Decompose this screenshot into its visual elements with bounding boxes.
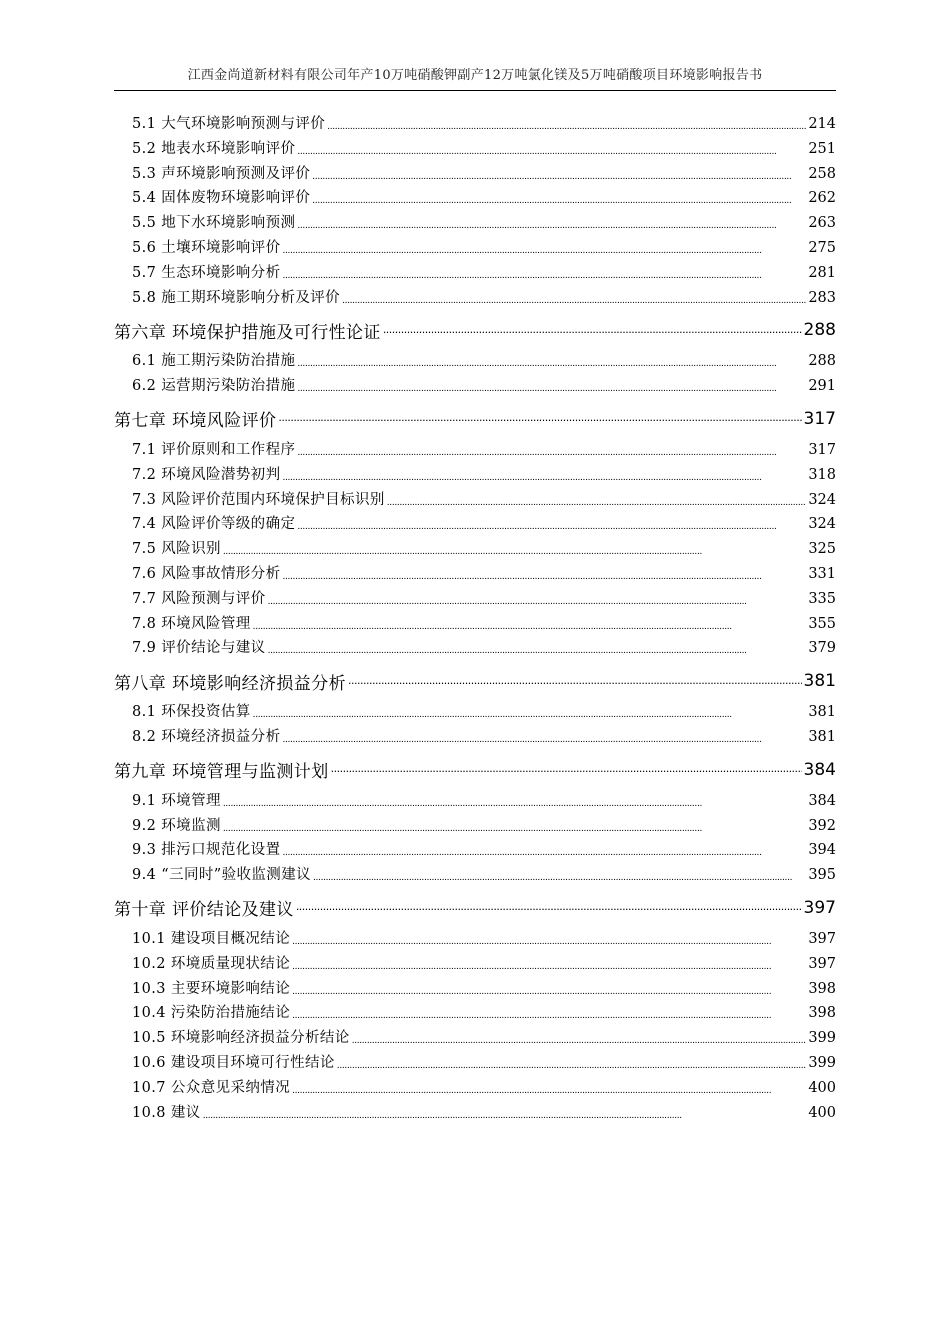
toc-page-number: 258 — [808, 165, 836, 182]
toc-dot-leader — [352, 1036, 807, 1051]
toc-dot-leader — [297, 221, 806, 236]
toc-entry-title: 8.1 环保投资估算 — [132, 704, 251, 721]
toc-page-number: 324 — [808, 491, 836, 508]
toc-page-number: 281 — [808, 264, 836, 281]
toc-section-entry[interactable] — [114, 562, 836, 587]
toc-page-number: 325 — [808, 541, 836, 558]
toc-page-number: 331 — [808, 565, 836, 582]
toc-dot-leader — [292, 937, 806, 952]
toc-entry-title: 7.8 环境风险管理 — [132, 615, 251, 632]
toc-entry-title: 10.3 主要环境影响结论 — [132, 980, 291, 997]
page-header — [114, 66, 836, 91]
toc-chapter-entry[interactable] — [114, 315, 836, 345]
toc-entry-title: 6.2 运营期污染防治措施 — [132, 378, 296, 395]
toc-page-number: 398 — [808, 980, 836, 997]
toc-page-number: 291 — [808, 378, 836, 395]
toc-section-entry[interactable] — [114, 261, 836, 286]
toc-entry-title: 5.8 施工期环境影响分析及评价 — [132, 289, 341, 306]
toc-section-entry[interactable] — [114, 112, 836, 137]
toc-dot-leader — [342, 296, 806, 311]
toc-section-entry[interactable] — [114, 286, 836, 311]
toc-dot-leader — [312, 196, 806, 211]
toc-dot-leader — [282, 271, 806, 286]
toc-page-number: 335 — [808, 590, 836, 607]
toc-page-number: 288 — [803, 320, 836, 341]
toc-entry-title: 7.5 风险识别 — [132, 541, 221, 558]
toc-entry-title: 10.4 污染防治措施结论 — [132, 1005, 291, 1022]
toc-dot-leader — [282, 572, 806, 587]
toc-page-number: 355 — [808, 615, 836, 632]
toc-entry-title: 10.6 建设项目环境可行性结论 — [132, 1054, 335, 1071]
toc-dot-leader — [268, 646, 807, 661]
toc-section-entry[interactable] — [114, 137, 836, 162]
toc-page-number: 251 — [808, 140, 836, 157]
toc-entry-title: 7.1 评价原则和工作程序 — [132, 441, 296, 458]
toc-dot-leader — [223, 824, 806, 839]
toc-entry-title: 10.7 公众意见采纳情况 — [132, 1079, 291, 1096]
toc-section-entry[interactable] — [114, 612, 836, 637]
toc-section-entry[interactable] — [114, 927, 836, 952]
toc-page-number: 392 — [808, 817, 836, 834]
toc-page-number: 288 — [808, 353, 836, 370]
toc-page-number: 317 — [803, 408, 836, 429]
toc-section-entry[interactable] — [114, 587, 836, 612]
toc-page-number: 400 — [808, 1104, 836, 1121]
toc-dot-leader — [292, 987, 806, 1002]
toc-entry-title: 5.5 地下水环境影响预测 — [132, 215, 296, 232]
toc-entry-title: 第七章 环境风险评价 — [114, 411, 277, 432]
toc-dot-leader — [253, 622, 807, 637]
toc-dot-leader — [312, 172, 806, 187]
toc-section-entry[interactable] — [114, 1001, 836, 1026]
toc-dot-leader — [282, 848, 806, 863]
toc-dot-leader — [337, 1061, 807, 1076]
toc-entry-title: 第八章 环境影响经济损益分析 — [114, 673, 347, 694]
toc-page-number: 384 — [808, 792, 836, 809]
toc-page-number: 381 — [808, 728, 836, 745]
toc-page-number: 381 — [808, 704, 836, 721]
toc-dot-leader — [278, 411, 801, 428]
toc-dot-leader — [383, 323, 802, 340]
toc-section-entry[interactable] — [114, 186, 836, 211]
toc-section-entry[interactable] — [114, 488, 836, 513]
toc-page-number: 399 — [808, 1030, 836, 1047]
toc-entry-title: 5.2 地表水环境影响评价 — [132, 140, 296, 157]
toc-section-entry[interactable] — [114, 700, 836, 725]
toc-section-entry[interactable] — [114, 1076, 836, 1101]
toc-entry-title: 6.1 施工期污染防治措施 — [132, 353, 296, 370]
toc-section-entry[interactable] — [114, 863, 836, 888]
toc-dot-leader — [297, 147, 806, 162]
toc-section-entry[interactable] — [114, 1051, 836, 1076]
toc-page-number: 379 — [808, 640, 836, 657]
toc-chapter-entry[interactable] — [114, 893, 836, 923]
toc-dot-leader — [296, 900, 802, 917]
toc-page-number: 283 — [808, 289, 836, 306]
toc-section-entry[interactable] — [114, 512, 836, 537]
toc-dot-leader — [282, 473, 806, 488]
toc-entry-title: 5.6 土壤环境影响评价 — [132, 239, 281, 256]
toc-section-entry[interactable] — [114, 1026, 836, 1051]
toc-page-number: 214 — [808, 116, 836, 132]
toc-dot-leader — [348, 674, 802, 691]
toc-dot-leader — [297, 384, 806, 399]
toc-entry-title: 7.3 风险评价范围内环境保护目标识别 — [132, 491, 385, 508]
toc-page-number: 318 — [808, 466, 836, 483]
toc-entry-title: 7.4 风险评价等级的确定 — [132, 516, 296, 533]
toc-chapter-entry[interactable] — [114, 666, 836, 696]
toc-entry-title: 9.4 “三同时”验收监测建议 — [132, 867, 311, 884]
toc-dot-leader — [313, 873, 806, 888]
toc-entry-title: 第十章 评价结论及建议 — [114, 900, 294, 921]
toc-page-number: 397 — [808, 955, 836, 972]
toc-section-entry[interactable] — [114, 162, 836, 187]
toc-entry-title: 10.8 建议 — [132, 1104, 201, 1121]
toc-dot-leader — [292, 1011, 806, 1026]
toc-entry-title: 第九章 环境管理与监测计划 — [114, 762, 329, 783]
toc-entry-title: 5.4 固体废物环境影响评价 — [132, 190, 311, 207]
toc-dot-leader — [327, 122, 806, 137]
toc-section-entry[interactable] — [114, 211, 836, 236]
toc-dot-leader — [253, 710, 807, 725]
toc-dot-leader — [223, 547, 806, 562]
toc-dot-leader — [268, 597, 807, 612]
toc-chapter-entry[interactable] — [114, 755, 836, 785]
toc-page-number: 384 — [803, 759, 836, 780]
toc-page-number: 262 — [808, 190, 836, 207]
toc-entry-title: 7.2 环境风险潜势初判 — [132, 466, 281, 483]
toc-page-number: 397 — [803, 897, 836, 918]
toc-section-entry[interactable] — [114, 814, 836, 839]
toc-entry-title: 9.3 排污口规范化设置 — [132, 842, 281, 859]
toc-entry-title: 7.9 评价结论与建议 — [132, 640, 266, 657]
toc-chapter-entry[interactable] — [114, 404, 836, 434]
toc-entry-title: 10.5 环境影响经济损益分析结论 — [132, 1030, 350, 1047]
toc-section-entry[interactable] — [114, 952, 836, 977]
toc-dot-leader — [331, 762, 802, 779]
toc-section-entry[interactable] — [114, 438, 836, 463]
toc-section-entry[interactable] — [114, 349, 836, 374]
toc-entry-title: 第六章 环境保护措施及可行性论证 — [114, 322, 381, 343]
toc-page-number: 263 — [808, 215, 836, 232]
toc-dot-leader — [223, 799, 806, 814]
toc-entry-title: 5.3 声环境影响预测及评价 — [132, 165, 311, 182]
toc-dot-leader — [203, 1111, 807, 1126]
toc-dot-leader — [282, 735, 806, 750]
toc-entry-title: 5.7 生态环境影响分析 — [132, 264, 281, 281]
document-title: 江西金尚道新材料有限公司年产10万吨硝酸钾副产12万吨氯化镁及5万吨硝酸项目环境影响报告书 — [187, 68, 763, 83]
toc-section-entry[interactable] — [114, 463, 836, 488]
toc-section-entry[interactable] — [114, 725, 836, 750]
toc-dot-leader — [297, 522, 806, 537]
toc-page-number: 317 — [808, 441, 836, 458]
toc-entry-title: 10.1 建设项目概况结论 — [132, 930, 291, 947]
toc-page-number: 394 — [808, 842, 836, 859]
toc-section-entry[interactable] — [114, 838, 836, 863]
toc-page-number: 397 — [808, 930, 836, 947]
toc-page-number: 400 — [808, 1079, 836, 1096]
toc-section-entry[interactable] — [114, 789, 836, 814]
toc-entry-title: 9.2 环境监测 — [132, 817, 221, 834]
toc-dot-leader — [292, 962, 806, 977]
toc-dot-leader — [282, 246, 806, 261]
toc-dot-leader — [297, 448, 806, 463]
toc-page-number: 381 — [803, 671, 836, 692]
table-of-contents — [114, 112, 836, 1125]
toc-section-entry[interactable] — [114, 537, 836, 562]
toc-page-number: 399 — [808, 1054, 836, 1071]
toc-page-number: 324 — [808, 516, 836, 533]
toc-section-entry[interactable] — [114, 636, 836, 661]
toc-page-number: 395 — [808, 867, 836, 884]
toc-entry-title: 5.1 大气环境影响预测与评价 — [132, 116, 326, 132]
toc-section-entry[interactable] — [114, 977, 836, 1002]
toc-page-number: 398 — [808, 1005, 836, 1022]
toc-entry-title: 10.2 环境质量现状结论 — [132, 955, 291, 972]
toc-entry-title: 8.2 环境经济损益分析 — [132, 728, 281, 745]
toc-section-entry[interactable] — [114, 1101, 836, 1126]
toc-page-number: 275 — [808, 239, 836, 256]
toc-entry-title: 7.6 风险事故情形分析 — [132, 565, 281, 582]
toc-entry-title: 9.1 环境管理 — [132, 792, 221, 809]
toc-dot-leader — [297, 359, 806, 374]
toc-section-entry[interactable] — [114, 236, 836, 261]
toc-dot-leader — [387, 498, 807, 513]
toc-entry-title: 7.7 风险预测与评价 — [132, 590, 266, 607]
toc-dot-leader — [292, 1086, 806, 1101]
toc-section-entry[interactable] — [114, 374, 836, 399]
